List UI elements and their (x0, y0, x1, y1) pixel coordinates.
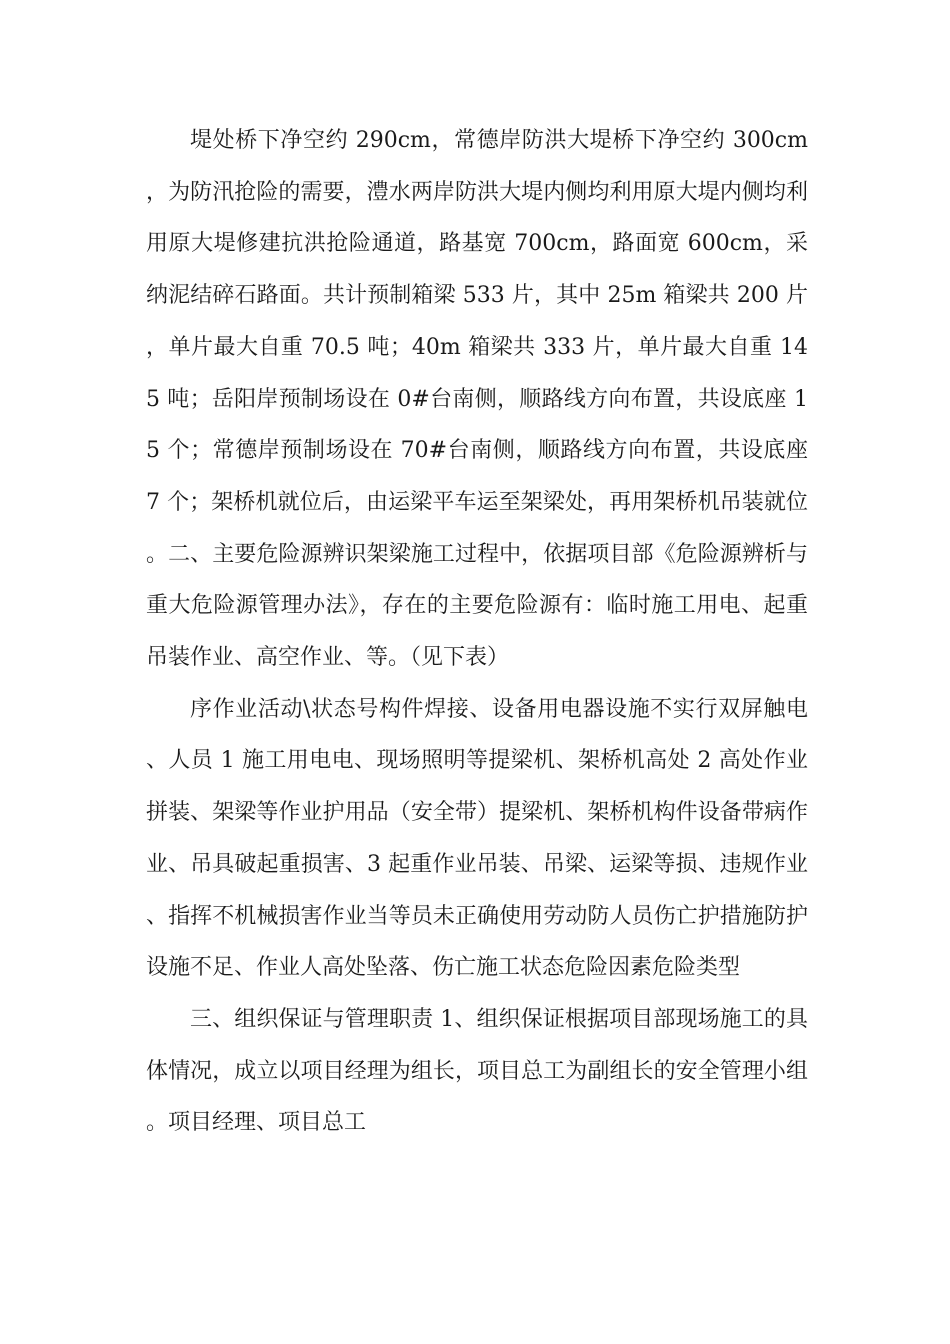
document-body (146, 115, 808, 1149)
paragraph-organization: 三、组织保证与管理职责 1、组织保证根据项目部现场施工的具体情况，成立以项目经理为组长，项目总工为副组长的安全管理小组。项目经理、项目总工 (146, 1006, 808, 1136)
paragraph-hazard-table: 序作业活动\状态号构件焊接、设备用电器设施不实行双屏触电、人员 1 施工用电电、现场照明等提梁机、架桥机高处 2 高处作业拼装、架梁等作业护用品（安全带）提梁机、架桥机构件设备带病作业、吊具破起重损害、3 起重作业吊装、吊梁、运梁等损、违规作业、指挥不机械损害作业当等员未正确使用劳动防人员伤亡护措施防护设施不足、作业人高处坠落、伤亡施工状态危险因素危险类型 (146, 696, 808, 981)
paragraph-bridge-construction: 堤处桥下净空约 290cm，常德岸防洪大堤桥下净空约 300cm，为防汛抢险的需要，澧水两岸防洪大堤内侧均利用原大堤内侧均利用原大堤修建抗洪抢险通道，路基宽 700cm，路面宽 600cm，采纳泥结碎石路面。共计预制箱梁 533 片，其中 25m 箱梁共 200 片，单片最大自重 70.5 吨；40m 箱梁共 333 片，单片最大自重 145 吨；岳阳岸预制场设在 0#台南侧，顺路线方向布置，共设底座 15 个；常德岸预制场设在 70#台南侧，顺路线方向布置，共设底座 7 个；架桥机就位后，由运梁平车运至架梁处，再用架桥机吊装就位。二、主要危险源辨识架梁施工过程中，依据项目部《危险源辨析与重大危险源管理办法》，存在的主要危险源有：临时施工用电、起重吊装作业、高空作业、等。（见下表） (146, 128, 808, 671)
